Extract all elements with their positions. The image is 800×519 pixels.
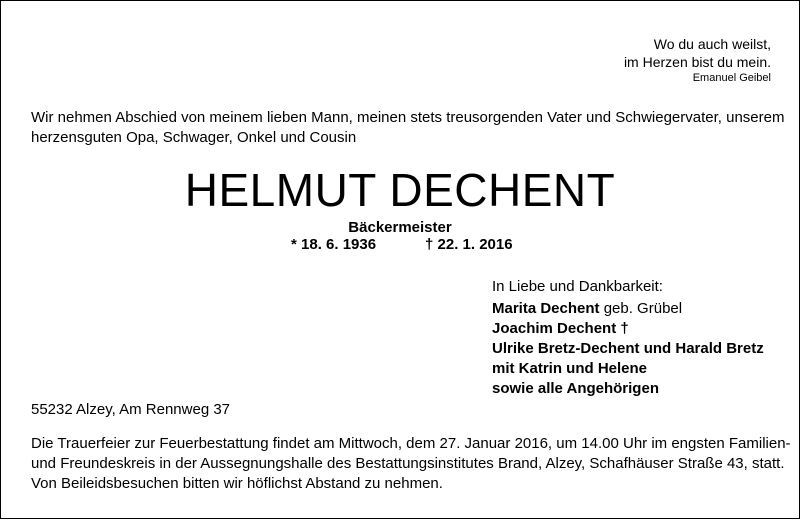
- quote-author: Emanuel Geibel: [692, 72, 771, 84]
- mourner-line: [492, 339, 764, 359]
- mourner-name: mit Katrin und Helene: [492, 360, 648, 377]
- mourner-line: [492, 319, 764, 339]
- mourner-name: sowie alle Angehörigen: [492, 380, 659, 397]
- mourner-note: geb. Grübel: [599, 300, 683, 317]
- funeral-notice: [31, 434, 791, 494]
- death-date: † 22. 1. 2016: [425, 236, 513, 253]
- notice-line: Die Trauerfeier zur Feuerbestattung findet am Mittwoch, dem 27. Januar 2016, um 14.00 Uhr im engsten Familien-: [31, 435, 791, 452]
- quote-line: Wo du auch weilst,: [653, 36, 771, 52]
- mourner-name: Joachim Dechent †: [492, 320, 629, 337]
- mourner-line: [492, 359, 764, 379]
- mourners-intro: In Liebe und Dankbarkeit:: [492, 278, 663, 295]
- mourner-line: [492, 379, 764, 399]
- mourners-block: [492, 277, 764, 399]
- family-address: 55232 Alzey, Am Rennweg 37: [31, 401, 231, 418]
- mourner-name: Marita Dechent: [492, 300, 600, 317]
- intro-line: Wir nehmen Abschied von meinem lieben Mann, meinen stets treusorgenden Vater und Schwiegervater, unserem: [31, 109, 785, 126]
- intro-text: [31, 108, 784, 148]
- deceased-occupation: Bäckermeister: [348, 219, 452, 236]
- quote-line: im Herzen bist du mein.: [623, 54, 771, 70]
- birth-date: * 18. 6. 1936: [291, 236, 377, 253]
- intro-line: herzensguten Opa, Schwager, Onkel und Cousin: [31, 129, 357, 146]
- notice-line: und Freundeskreis in der Aussegnungshalle des Bestattungsinstitutes Brand, Alzey, Schafhäuser Straße 43, statt.: [31, 455, 785, 472]
- mourner-line: [492, 299, 764, 319]
- deceased-name: HELMUT DECHENT: [184, 164, 616, 216]
- mourner-name: Ulrike Bretz-Dechent und Harald Bretz: [492, 340, 764, 357]
- notice-line: Von Beileidsbesuchen bitten wir höflichst Abstand zu nehmen.: [31, 475, 443, 492]
- quote: [624, 35, 771, 86]
